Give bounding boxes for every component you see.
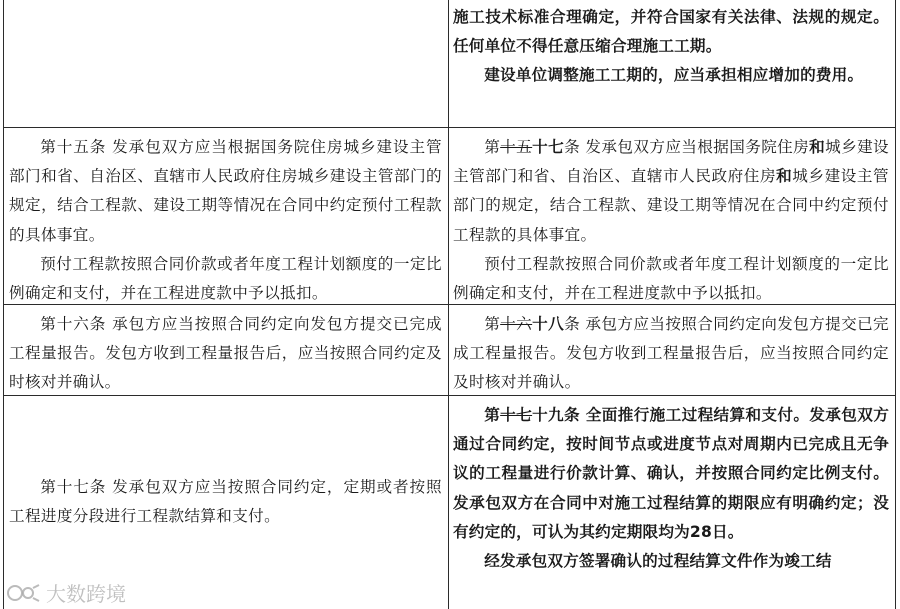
revised-text-cell [449, 127, 896, 304]
revised-paragraph: 施工技术标准合理确定，并符合国家有关法律、法规的规定。任何单位不得任意压缩合理施工工期。 [453, 8, 889, 56]
article-15-paragraph: 预付工程款按照合同价款或者年度工程计划额度的一定比例确定和支付，并在工程进度款中予以抵扣。 [9, 254, 442, 303]
table-row [3, 127, 896, 305]
deleted-text: 十五 [500, 138, 533, 156]
inserted-text: 十八 [532, 315, 565, 333]
article-15-paragraph: 第十五条 发承包双方应当根据国务院住房城乡建设主管部门和省、自治区、直辖市人民政府住房城乡建设主管部门的规定，结合工程款、建设工期等情况在合同中约定预付工程款的具体事宜。 [9, 138, 442, 244]
revised-text-cell [449, 0, 896, 127]
article-16-paragraph: 第十六条 承包方应当按照合同约定向发包方提交已完成工程量报告。发包方收到工程量报告后，应当按照合同约定及时核对并确认。 [9, 315, 442, 392]
article-17-paragraph: 预付工程款按照合同价款或者年度工程计划额度的一定比例确定和支付，并在工程进度款中予以抵扣。 [453, 254, 889, 303]
article-19-paragraph: 经发承包双方签署确认的过程结算文件作为竣工结 [484, 552, 832, 571]
watermark-text: 大数跨境 [46, 582, 126, 606]
inserted-text: 和 [809, 138, 826, 156]
deleted-text: 十七 [500, 406, 533, 424]
table-row [3, 304, 896, 396]
inserted-text: 十七 [532, 138, 565, 156]
brand-logo-icon [6, 581, 42, 605]
table-row [3, 395, 896, 609]
revised-paragraph: 建设单位调整施工工期的，应当承担相应增加的费用。 [484, 66, 864, 85]
original-text-cell [3, 0, 449, 127]
revised-text-cell [449, 304, 896, 395]
table-row [3, 0, 896, 128]
original-text-cell [3, 127, 449, 304]
watermark [6, 578, 126, 607]
inserted-text: 和 [776, 167, 793, 186]
original-text-cell [3, 395, 449, 609]
article-17-paragraph: 第十五十七条 发承包双方应当根据国务院住房和城乡建设主管部门和省、自治区、直辖市人民政府住房和城乡建设主管部门的规定，结合工程款、建设工期等情况在合同中约定预付工程款的具体事宜。 [453, 138, 890, 244]
article-17-original-paragraph: 第十七条 发承包双方应当按照合同约定，定期或者按照工程进度分段进行工程款结算和支付。 [9, 477, 442, 525]
revised-text-cell [449, 395, 896, 609]
regulation-comparison-table [3, 0, 896, 609]
original-text-cell [3, 304, 449, 395]
article-19-paragraph: 第十七十九条 全面推行施工过程结算和支付。发承包双方通过合同约定，按时间节点或进度节点对周期内已完成且无争议的工程量进行价款计算、确认，并按照合同约定比例支付。发承包双方在合同中对施工过程结算的期限应有明确约定；没有约定的，可认为其约定期限均为28日。 [453, 406, 889, 541]
deleted-text: 十六 [500, 315, 533, 333]
article-18-paragraph: 第十六十八条 承包方应当按照合同约定向发包方提交已完成工程量报告。发包方收到工程量报告后，应当按照合同约定及时核对并确认。 [453, 315, 890, 392]
